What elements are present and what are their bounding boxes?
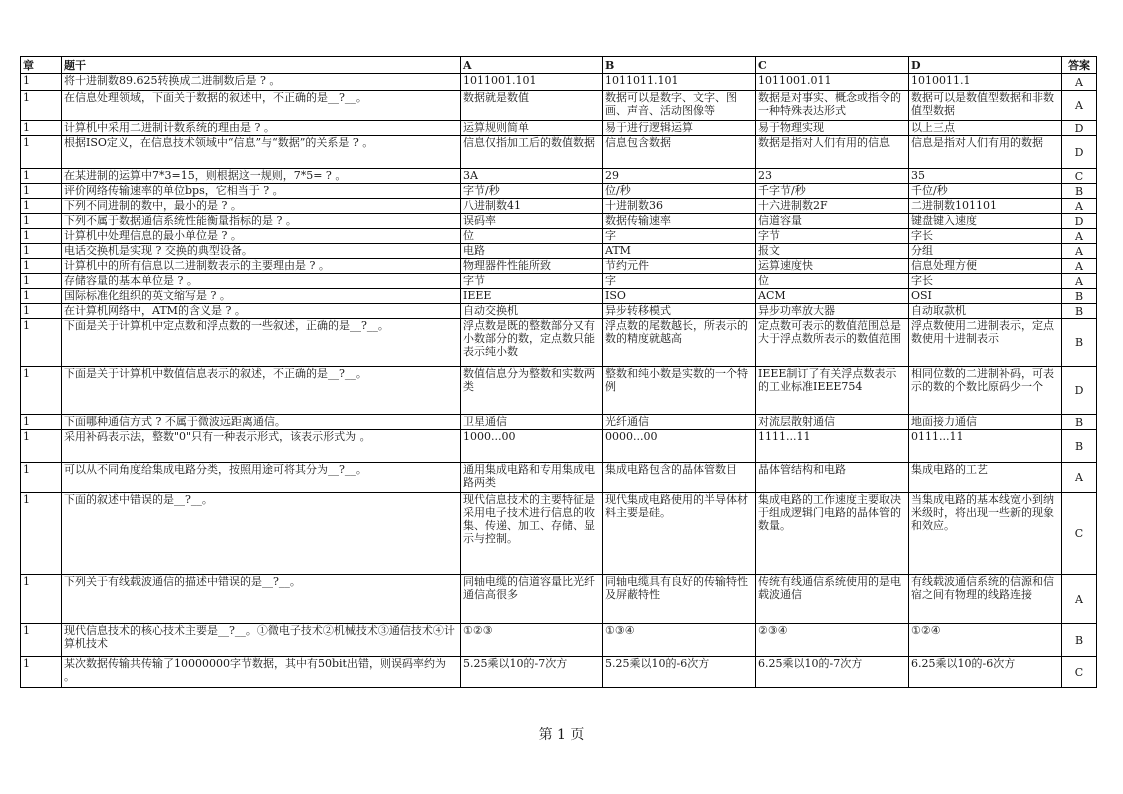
option-b-cell: 数据可以是数字、文字、图画、声音、活动图像等 [603,91,756,121]
table-row [21,289,1097,304]
option-c-cell: 位 [756,274,909,289]
answer-cell: D [1062,121,1097,136]
option-a-cell: 物理器件性能所致 [461,259,603,274]
option-c-cell: 6.25乘以10的-7次方 [756,657,909,688]
option-a-cell: 现代信息技术的主要特征是采用电子技术进行信息的收集、传递、加工、存储、显示与控制。 [461,493,603,575]
chapter-cell: 1 [21,121,62,136]
option-d-cell: 地面接力通信 [909,415,1062,430]
answer-cell: B [1062,415,1097,430]
chapter-cell: 1 [21,430,62,463]
option-c-cell: IEEE制订了有关浮点数表示的工业标准IEEE754 [756,367,909,415]
option-a-cell: 通用集成电路和专用集成电路两类 [461,463,603,493]
answer-cell: B [1062,430,1097,463]
table-row [21,575,1097,624]
option-b-cell: ISO [603,289,756,304]
option-d-cell: 自动取款机 [909,304,1062,319]
chapter-cell: 1 [21,199,62,214]
option-c-cell: 千字节/秒 [756,184,909,199]
table-row [21,657,1097,688]
option-b-cell: 浮点数的尾数越长，所表示的数的精度就越高 [603,319,756,367]
option-b-cell: 位/秒 [603,184,756,199]
chapter-cell: 1 [21,415,62,430]
table-row [21,136,1097,169]
option-c-cell: 1011001.011 [756,74,909,91]
question-stem: 计算机中采用二进制计数系统的理由是 ? 。 [62,121,461,136]
question-stem: 下列不同进制的数中，最小的是 ? 。 [62,199,461,214]
option-a-cell: ①②③ [461,624,603,657]
table-row [21,74,1097,91]
option-d-cell: 字长 [909,229,1062,244]
option-b-cell: 易于进行逻辑运算 [603,121,756,136]
table-row [21,319,1097,367]
answer-cell: A [1062,199,1097,214]
option-a-cell: 数值信息分为整数和实数两类 [461,367,603,415]
table-row [21,430,1097,463]
option-a-cell: 自动交换机 [461,304,603,319]
option-c-cell: 数据是对事实、概念或指令的一种特殊表达形式 [756,91,909,121]
option-b-cell: 5.25乘以10的-6次方 [603,657,756,688]
table-row [21,184,1097,199]
chapter-cell: 1 [21,214,62,229]
question-stem: 计算机中处理信息的最小单位是 ? 。 [62,229,461,244]
option-b-cell: 1011011.101 [603,74,756,91]
option-c-cell: 异步功率放大器 [756,304,909,319]
chapter-cell: 1 [21,244,62,259]
question-stem: 计算机中的所有信息以二进制数表示的主要理由是 ? 。 [62,259,461,274]
header-answer: 答案 [1062,57,1097,74]
option-a-cell: 数据就是数值 [461,91,603,121]
chapter-cell: 1 [21,91,62,121]
option-c-cell: 易于物理实现 [756,121,909,136]
option-c-cell: 运算速度快 [756,259,909,274]
table-row [21,463,1097,493]
option-b-cell: 数据传输速率 [603,214,756,229]
answer-cell: A [1062,91,1097,121]
answer-cell: B [1062,304,1097,319]
option-c-cell: 23 [756,169,909,184]
option-a-cell: 1011001.101 [461,74,603,91]
option-d-cell: 键盘键入速度 [909,214,1062,229]
table-row [21,169,1097,184]
chapter-cell: 1 [21,136,62,169]
option-d-cell: 二进制数101101 [909,199,1062,214]
question-stem: 下列不属于数据通信系统性能衡量指标的是 ? 。 [62,214,461,229]
question-stem: 电话交换机是实现 ? 交换的典型设备。 [62,244,461,259]
table-row [21,274,1097,289]
option-b-cell: 字 [603,274,756,289]
option-a-cell: 5.25乘以10的-7次方 [461,657,603,688]
answer-cell: C [1062,169,1097,184]
option-b-cell: 整数和纯小数是实数的一个特例 [603,367,756,415]
chapter-cell: 1 [21,274,62,289]
option-b-cell: 集成电路包含的晶体管数目 [603,463,756,493]
option-b-cell: 字 [603,229,756,244]
question-stem: 下面是关于计算机中数值信息表示的叙述，不正确的是__?__。 [62,367,461,415]
chapter-cell: 1 [21,657,62,688]
option-d-cell: 浮点数使用二进制表示，定点数使用十进制表示 [909,319,1062,367]
option-c-cell: 定点数可表示的数值范围总是大于浮点数所表示的数值范围 [756,319,909,367]
question-stem: 下列关于有线载波通信的描述中错误的是__?__。 [62,575,461,624]
chapter-cell: 1 [21,74,62,91]
answer-cell: B [1062,624,1097,657]
option-d-cell: 分组 [909,244,1062,259]
header-chapter: 章 [21,57,62,74]
answer-cell: A [1062,244,1097,259]
header-option-c: C [756,57,909,74]
answer-cell: A [1062,229,1097,244]
answer-cell: A [1062,575,1097,624]
option-b-cell: 异步转移模式 [603,304,756,319]
question-stem: 现代信息技术的核心技术主要是__?__。①微电子技术②机械技术③通信技术④计算机技术 [62,624,461,657]
option-a-cell: 信息仅指加工后的数值数据 [461,136,603,169]
option-c-cell: 字节 [756,229,909,244]
option-b-cell: 现代集成电路使用的半导体材料主要是硅。 [603,493,756,575]
question-stem: 在某进制的运算中7*3=15，则根据这一规则，7*5= ? 。 [62,169,461,184]
option-b-cell: 0000...00 [603,430,756,463]
question-stem: 将十进制数89.625转换成二进制数后是 ? 。 [62,74,461,91]
chapter-cell: 1 [21,624,62,657]
option-a-cell: 字节 [461,274,603,289]
question-stem: 国际标准化组织的英文缩写是 ? 。 [62,289,461,304]
answer-cell: A [1062,463,1097,493]
question-stem: 在计算机网络中，ATM的含义是 ? 。 [62,304,461,319]
option-b-cell: 光纤通信 [603,415,756,430]
option-b-cell: 信息包含数据 [603,136,756,169]
chapter-cell: 1 [21,169,62,184]
answer-cell: D [1062,214,1097,229]
table-row [21,367,1097,415]
option-d-cell: 相同位数的二进制补码，可表示的数的个数比原码少一个 [909,367,1062,415]
answer-cell: A [1062,259,1097,274]
option-c-cell: 十六进制数2F [756,199,909,214]
option-d-cell: 有线载波通信系统的信源和信宿之间有物理的线路连接 [909,575,1062,624]
table-row [21,624,1097,657]
option-a-cell: 电路 [461,244,603,259]
option-a-cell: IEEE [461,289,603,304]
answer-cell: C [1062,657,1097,688]
chapter-cell: 1 [21,289,62,304]
answer-cell: D [1062,367,1097,415]
option-c-cell: 传统有线通信系统使用的是电载波通信 [756,575,909,624]
option-d-cell: 0111...11 [909,430,1062,463]
answer-cell: B [1062,184,1097,199]
question-stem: 下面哪种通信方式 ? 不属于微波远距离通信。 [62,415,461,430]
chapter-cell: 1 [21,319,62,367]
chapter-cell: 1 [21,367,62,415]
table-row [21,91,1097,121]
option-c-cell: 报文 [756,244,909,259]
option-d-cell: 字长 [909,274,1062,289]
option-d-cell: 千位/秒 [909,184,1062,199]
option-a-cell: 浮点数是既的整数部分又有小数部分的数，定点数只能表示纯小数 [461,319,603,367]
chapter-cell: 1 [21,463,62,493]
option-c-cell: 1111...11 [756,430,909,463]
option-b-cell: 节约元件 [603,259,756,274]
header-option-b: B [603,57,756,74]
page-number: 第 1 页 [538,727,585,743]
option-a-cell: 位 [461,229,603,244]
chapter-cell: 1 [21,493,62,575]
answer-cell: B [1062,319,1097,367]
option-b-cell: ①③④ [603,624,756,657]
question-stem: 下面的叙述中错误的是__?__。 [62,493,461,575]
option-c-cell: 晶体管结构和电路 [756,463,909,493]
question-stem: 根据ISO定义，在信息技术领域中“信息”与“数据”的关系是 ? 。 [62,136,461,169]
chapter-cell: 1 [21,575,62,624]
table-row [21,259,1097,274]
table-row [21,493,1097,575]
option-b-cell: 29 [603,169,756,184]
option-a-cell: 卫星通信 [461,415,603,430]
chapter-cell: 1 [21,259,62,274]
question-table [20,56,1097,688]
question-stem: 可以从不同角度给集成电路分类，按照用途可将其分为__?__。 [62,463,461,493]
option-d-cell: ①②④ [909,624,1062,657]
answer-cell: C [1062,493,1097,575]
question-sheet [20,56,1096,688]
option-c-cell: ACM [756,289,909,304]
option-a-cell: 字节/秒 [461,184,603,199]
option-a-cell: 1000...00 [461,430,603,463]
option-d-cell: 以上三点 [909,121,1062,136]
table-row [21,304,1097,319]
option-d-cell: 当集成电路的基本线宽小到纳米级时，将出现一些新的现象和效应。 [909,493,1062,575]
table-row [21,214,1097,229]
option-c-cell: 信道容量 [756,214,909,229]
option-c-cell: 集成电路的工作速度主要取决于组成逻辑门电路的晶体管的数量。 [756,493,909,575]
answer-cell: A [1062,274,1097,289]
table-row [21,229,1097,244]
option-c-cell: 对流层散射通信 [756,415,909,430]
question-stem: 采用补码表示法，整数"0"只有一种表示形式，该表示形式为 。 [62,430,461,463]
option-d-cell: 信息处理方便 [909,259,1062,274]
answer-cell: B [1062,289,1097,304]
option-a-cell: 同轴电缆的信道容量比光纤通信高很多 [461,575,603,624]
option-d-cell: 1010011.1 [909,74,1062,91]
option-d-cell: 数据可以是数值型数据和非数值型数据 [909,91,1062,121]
question-stem: 评价网络传输速率的单位bps，它相当于 ? 。 [62,184,461,199]
question-stem: 下面是关于计算机中定点数和浮点数的一些叙述，正确的是__?__。 [62,319,461,367]
option-d-cell: 信息是指对人们有用的数据 [909,136,1062,169]
chapter-cell: 1 [21,184,62,199]
option-a-cell: 误码率 [461,214,603,229]
option-c-cell: 数据是指对人们有用的信息 [756,136,909,169]
table-row [21,415,1097,430]
chapter-cell: 1 [21,229,62,244]
table-row [21,244,1097,259]
option-b-cell: 十进制数36 [603,199,756,214]
option-b-cell: 同轴电缆具有良好的传输特性及屏蔽特性 [603,575,756,624]
answer-cell: A [1062,74,1097,91]
question-stem: 存储容量的基本单位是 ? 。 [62,274,461,289]
question-stem: 在信息处理领域，下面关于数据的叙述中，不正确的是__?__。 [62,91,461,121]
header-stem: 题干 [62,57,461,74]
table-row [21,199,1097,214]
option-a-cell: 3A [461,169,603,184]
header-row [21,57,1097,74]
option-b-cell: ATM [603,244,756,259]
option-c-cell: ②③④ [756,624,909,657]
option-d-cell: 集成电路的工艺 [909,463,1062,493]
header-option-a: A [461,57,603,74]
question-stem: 某次数据传输共传输了10000000字节数据，其中有50bit出错，则误码率约为 。 [62,657,461,688]
option-a-cell: 八进制数41 [461,199,603,214]
header-option-d: D [909,57,1062,74]
table-row [21,121,1097,136]
option-d-cell: 6.25乘以10的-6次方 [909,657,1062,688]
option-d-cell: OSI [909,289,1062,304]
option-d-cell: 35 [909,169,1062,184]
answer-cell: D [1062,136,1097,169]
option-a-cell: 运算规则简单 [461,121,603,136]
chapter-cell: 1 [21,304,62,319]
